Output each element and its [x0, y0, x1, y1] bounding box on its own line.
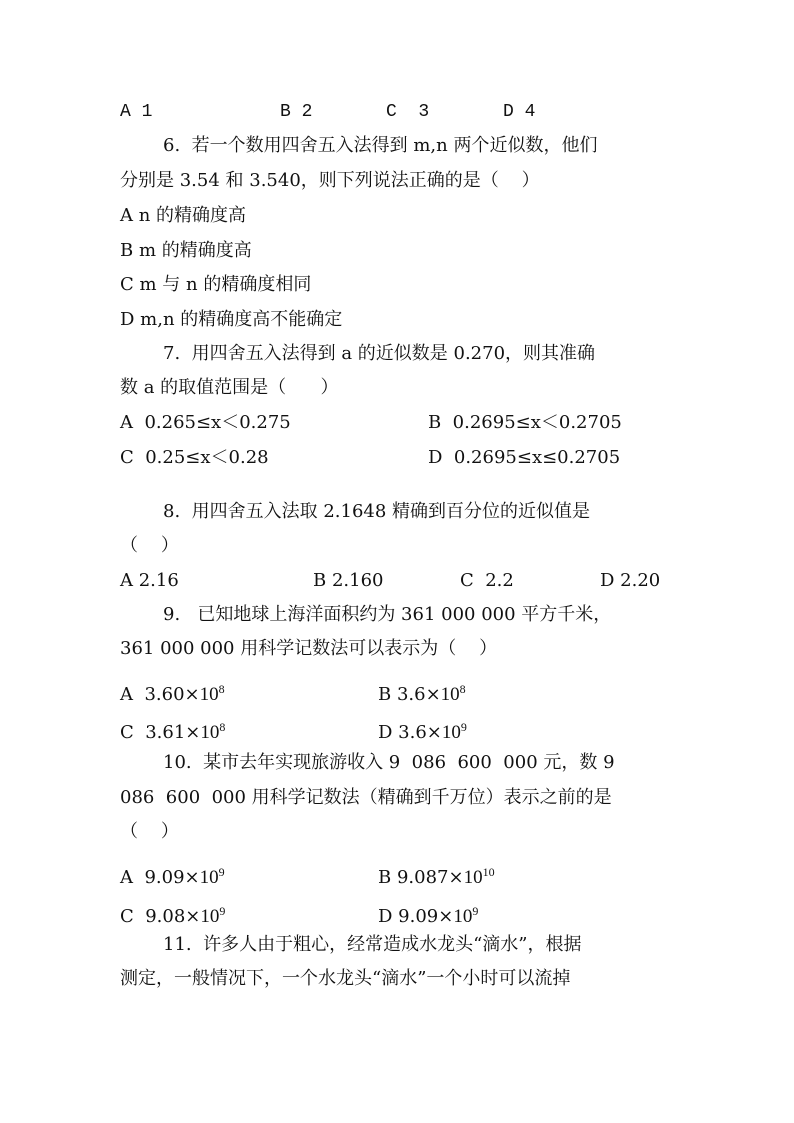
q9-stem-line2: 361 000 000 用科学记数法可以表示为（ ）: [120, 638, 498, 659]
q10-option-c: C $9.08\times 10^9$: [120, 904, 226, 927]
q8-option-b: B 2.160: [313, 570, 384, 591]
q9-stem-line1: 9. 已知地球上海洋面积约为 361 000 000 平方千米，: [163, 604, 612, 625]
q5-option-b: B 2: [280, 102, 313, 122]
q10-option-a: A $9.09\times 10^9$: [120, 865, 225, 888]
q6-option-d: D m,n 的精确度高不能确定: [120, 309, 343, 330]
q10-option-d: D $9.09\times 10^9$: [378, 904, 479, 927]
q9-option-d: D $3.6\times 10^9$: [378, 720, 467, 743]
q9-b-exponent: 8: [459, 682, 466, 696]
q6-stem-line1: 6. 若一个数用四舍五入法得到 m,n 两个近似数，他们: [163, 135, 598, 156]
q7-option-c: C 0.25≤x＜0.28: [120, 447, 269, 468]
q10-c-exponent: 9: [219, 904, 226, 918]
q6-stem-line2: 分别是 3.54 和 3.540，则下列说法正确的是（ ）: [120, 170, 540, 191]
q11-stem-line2: 测定，一般情况下，一个水龙头“滴水”一个小时可以流掉: [120, 968, 571, 989]
q7-option-b: B 0.2695≤x＜0.2705: [428, 412, 622, 433]
q9-a-exponent: 8: [218, 682, 225, 696]
q8-option-d: D 2.20: [600, 570, 661, 591]
q9-a-base: 10: [199, 684, 219, 705]
q5-option-c: C 3: [386, 102, 430, 122]
q9-option-c: C $3.61\times 10^8$: [120, 720, 226, 743]
q10-a-exponent: 9: [218, 865, 225, 879]
q9-d-base: 10: [441, 722, 461, 743]
q9-option-b: B $3.6\times 10^8$: [378, 682, 466, 705]
q7-option-a: A 0.265≤x＜0.275: [120, 412, 291, 433]
q6-option-c: C m 与 n 的精确度相同: [120, 274, 312, 295]
q10-stem-line2: 086 600 000 用科学记数法（精确到千万位）表示之前的是: [120, 787, 612, 808]
q8-stem-line2: （ ）: [120, 535, 179, 556]
q9-b-base: 10: [440, 684, 460, 705]
q9-c-base: 10: [200, 722, 220, 743]
q6-option-b: B m 的精确度高: [120, 240, 252, 261]
q7-option-d: D 0.2695≤x≤0.2705: [428, 447, 621, 468]
q10-c-base: 10: [200, 906, 220, 927]
q9-option-a: A $3.60\times 10^8$: [120, 682, 225, 705]
q6-option-a: A n 的精确度高: [120, 205, 247, 226]
q10-d-base: 10: [453, 906, 473, 927]
q9-d-exponent: 9: [460, 720, 467, 734]
q8-option-c: C 2.2: [460, 570, 514, 591]
q7-stem-line2: 数 a 的取值范围是（ ）: [120, 377, 339, 398]
q8-stem-line1: 8. 用四舍五入法取 2.1648 精确到百分位的近似值是: [163, 501, 591, 522]
q7-stem-line1: 7. 用四舍五入法得到 a 的近似数是 0.270，则其准确: [163, 343, 596, 364]
q10-stem-line3: （ ）: [120, 821, 179, 842]
q5-option-d: D 4: [503, 102, 536, 122]
q10-option-b: B $9.087\times 10^{10}$: [378, 865, 495, 888]
q10-b-exponent: 10: [482, 865, 495, 879]
q11-stem-line1: 11. 许多人由于粗心，经常造成水龙头“滴水”，根据: [163, 934, 582, 955]
q10-a-base: 10: [199, 867, 219, 888]
q10-b-base: 10: [463, 867, 483, 888]
q10-d-exponent: 9: [472, 904, 479, 918]
q5-option-a: A 1: [120, 102, 153, 122]
q8-option-a: A 2.16: [120, 570, 179, 591]
q10-stem-line1: 10. 某市去年实现旅游收入 9 086 600 000 元，数 9: [163, 752, 615, 773]
q9-c-exponent: 8: [219, 720, 226, 734]
